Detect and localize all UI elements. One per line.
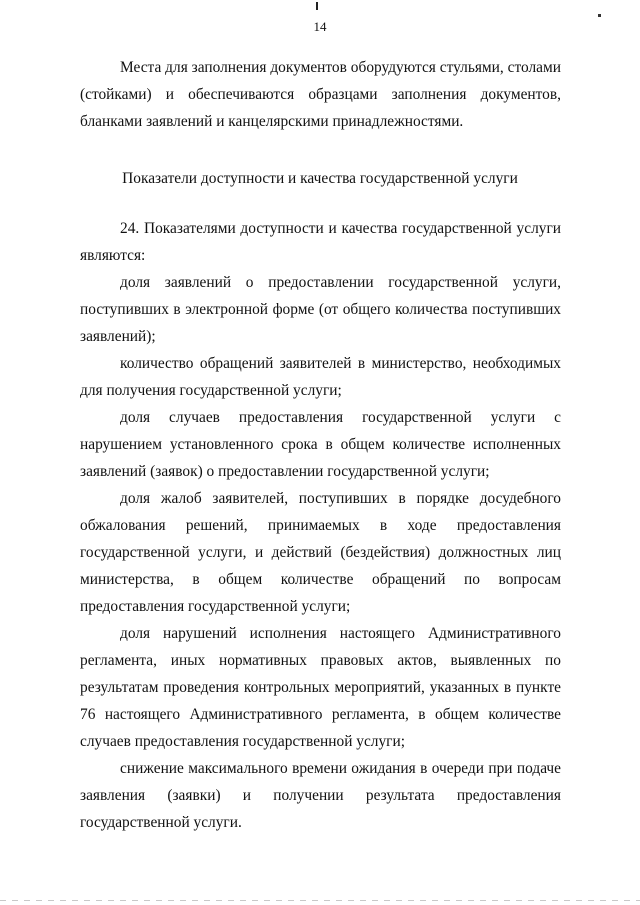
intro-paragraph: Места для заполнения документов оборудуются стульями, столами (стойками) и обеспечиваются образцами заполнения документов, бланками заявлений и канцелярскими принадлежностями.: [80, 59, 561, 130]
item-24-block: [80, 215, 561, 836]
page-number: 14: [313, 19, 327, 34]
indicator-item: доля жалоб заявителей, поступивших в порядке досудебного обжалования решений, принимаемых в ходе предоставления государственной услуги, и действий (бездействия) должностных лиц министерства, в общем количестве обращений по вопросам предоставления государственной услуги;: [80, 490, 561, 615]
indicator-item: доля нарушений исполнения настоящего Административного регламента, иных нормативных правовых актов, выявленных по результатам проведения контрольных мероприятий, указанных в пункте 76 настоящего Административного регламента, в общем количестве случаев предоставления государственной услуги;: [80, 625, 561, 750]
item-24-intro: 24. Показателями доступности и качества государственной услуги являются:: [80, 220, 561, 264]
scan-edge-line: [0, 900, 640, 901]
intro-block: [80, 54, 561, 135]
indicator-item: доля заявлений о предоставлении государственной услуги, поступивших в электронной форме (от общего количества поступивших заявлений);: [80, 274, 561, 345]
indicator-item: снижение максимального времени ожидания в очереди при подаче заявления (заявки) и получении результата предоставления государственной услуги.: [80, 760, 561, 831]
section-heading: Показатели доступности и качества государственной услуги: [122, 170, 518, 187]
indicator-item: количество обращений заявителей в министерство, необходимых для получения государственной услуги;: [80, 355, 561, 399]
scan-mark: [316, 2, 318, 10]
scan-dot: [598, 14, 601, 17]
indicator-item: доля случаев предоставления государственной услуги с нарушением установленного срока в общем количестве исполненных заявлений (заявок) о предоставлении государственной услуги;: [80, 409, 561, 480]
